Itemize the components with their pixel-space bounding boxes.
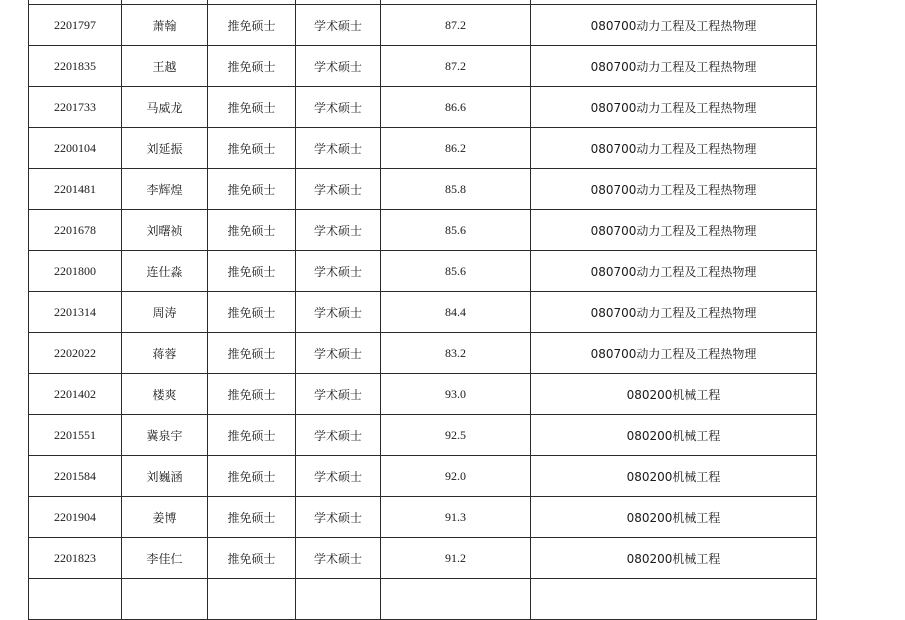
table-row <box>29 251 817 292</box>
student-name-cell: 李佳仁 <box>122 538 208 579</box>
admission-list-table-container <box>28 0 816 620</box>
student-name-cell: 蒋蓉 <box>122 333 208 374</box>
student-id-cell: 2202022 <box>29 333 122 374</box>
student-id-cell: 2201551 <box>29 415 122 456</box>
major-cell: 080200机械工程 <box>531 538 817 579</box>
table-row <box>29 538 817 579</box>
student-id-cell: 2201584 <box>29 456 122 497</box>
student-id-cell <box>29 579 122 620</box>
score-cell: 91.3 <box>381 497 531 538</box>
table-row <box>29 87 817 128</box>
admission-type-cell: 推免硕士 <box>208 292 296 333</box>
score-cell: 92.0 <box>381 456 531 497</box>
major-cell: 080700动力工程及工程热物理 <box>531 87 817 128</box>
score-cell: 84.4 <box>381 292 531 333</box>
major-cell: 080700动力工程及工程热物理 <box>531 5 817 46</box>
major-cell: 080700动力工程及工程热物理 <box>531 46 817 87</box>
degree-type-cell: 学术硕士 <box>296 128 381 169</box>
student-name-cell: 马威龙 <box>122 87 208 128</box>
student-id-cell: 2201823 <box>29 538 122 579</box>
score-cell: 87.2 <box>381 46 531 87</box>
admission-type-cell: 推免硕士 <box>208 333 296 374</box>
student-id-cell: 2201904 <box>29 497 122 538</box>
table-row <box>29 292 817 333</box>
degree-type-cell: 学术硕士 <box>296 333 381 374</box>
student-name-cell: 刘延振 <box>122 128 208 169</box>
student-id-cell: 2201800 <box>29 251 122 292</box>
student-name-cell: 姜博 <box>122 497 208 538</box>
admission-type-cell: 推免硕士 <box>208 87 296 128</box>
score-cell: 93.0 <box>381 374 531 415</box>
student-name-cell: 李辉煌 <box>122 169 208 210</box>
table-row <box>29 46 817 87</box>
table-row <box>29 333 817 374</box>
admission-type-cell: 推免硕士 <box>208 5 296 46</box>
major-cell: 080200机械工程 <box>531 456 817 497</box>
student-id-cell: 2201481 <box>29 169 122 210</box>
student-id-cell: 2201678 <box>29 210 122 251</box>
major-cell: 080700动力工程及工程热物理 <box>531 210 817 251</box>
student-id-cell: 2201797 <box>29 5 122 46</box>
table-row <box>29 169 817 210</box>
score-cell: 91.2 <box>381 538 531 579</box>
table-row <box>29 210 817 251</box>
degree-type-cell: 学术硕士 <box>296 415 381 456</box>
score-cell <box>381 579 531 620</box>
major-cell: 080700动力工程及工程热物理 <box>531 128 817 169</box>
student-id-cell: 2201402 <box>29 374 122 415</box>
admission-type-cell: 推免硕士 <box>208 456 296 497</box>
table-row <box>29 415 817 456</box>
table-row <box>29 374 817 415</box>
major-cell: 080200机械工程 <box>531 374 817 415</box>
major-cell: 080700动力工程及工程热物理 <box>531 292 817 333</box>
table-row <box>29 579 817 620</box>
student-name-cell: 萧翰 <box>122 5 208 46</box>
score-cell: 85.6 <box>381 251 531 292</box>
score-cell: 83.2 <box>381 333 531 374</box>
degree-type-cell: 学术硕士 <box>296 456 381 497</box>
degree-type-cell: 学术硕士 <box>296 169 381 210</box>
student-name-cell: 冀泉宇 <box>122 415 208 456</box>
admission-type-cell: 推免硕士 <box>208 128 296 169</box>
student-id-cell: 2201835 <box>29 46 122 87</box>
student-name-cell: 刘曙祯 <box>122 210 208 251</box>
table-row <box>29 128 817 169</box>
degree-type-cell <box>296 579 381 620</box>
score-cell: 85.6 <box>381 210 531 251</box>
admission-type-cell: 推免硕士 <box>208 46 296 87</box>
score-cell: 87.2 <box>381 5 531 46</box>
major-cell <box>531 579 817 620</box>
admission-type-cell: 推免硕士 <box>208 210 296 251</box>
student-name-cell: 周涛 <box>122 292 208 333</box>
admission-type-cell: 推免硕士 <box>208 415 296 456</box>
admission-type-cell <box>208 579 296 620</box>
score-cell: 92.5 <box>381 415 531 456</box>
degree-type-cell: 学术硕士 <box>296 46 381 87</box>
student-id-cell: 2200104 <box>29 128 122 169</box>
major-cell: 080700动力工程及工程热物理 <box>531 333 817 374</box>
major-cell: 080200机械工程 <box>531 415 817 456</box>
admission-type-cell: 推免硕士 <box>208 497 296 538</box>
degree-type-cell: 学术硕士 <box>296 210 381 251</box>
admission-type-cell: 推免硕士 <box>208 169 296 210</box>
admission-type-cell: 推免硕士 <box>208 538 296 579</box>
degree-type-cell: 学术硕士 <box>296 374 381 415</box>
major-cell: 080200机械工程 <box>531 497 817 538</box>
score-cell: 85.8 <box>381 169 531 210</box>
student-name-cell: 刘巍涵 <box>122 456 208 497</box>
table-row <box>29 456 817 497</box>
score-cell: 86.6 <box>381 87 531 128</box>
degree-type-cell: 学术硕士 <box>296 538 381 579</box>
student-name-cell: 楼爽 <box>122 374 208 415</box>
student-id-cell: 2201314 <box>29 292 122 333</box>
degree-type-cell: 学术硕士 <box>296 251 381 292</box>
table-row <box>29 5 817 46</box>
student-id-cell: 2201733 <box>29 87 122 128</box>
major-cell: 080700动力工程及工程热物理 <box>531 169 817 210</box>
admission-type-cell: 推免硕士 <box>208 374 296 415</box>
admission-list-table <box>28 0 817 620</box>
student-name-cell: 连仕淼 <box>122 251 208 292</box>
score-cell: 86.2 <box>381 128 531 169</box>
degree-type-cell: 学术硕士 <box>296 497 381 538</box>
student-name-cell: 王越 <box>122 46 208 87</box>
table-body <box>29 0 817 620</box>
major-cell: 080700动力工程及工程热物理 <box>531 251 817 292</box>
degree-type-cell: 学术硕士 <box>296 87 381 128</box>
degree-type-cell: 学术硕士 <box>296 5 381 46</box>
degree-type-cell: 学术硕士 <box>296 292 381 333</box>
admission-type-cell: 推免硕士 <box>208 251 296 292</box>
table-row <box>29 497 817 538</box>
student-name-cell <box>122 579 208 620</box>
